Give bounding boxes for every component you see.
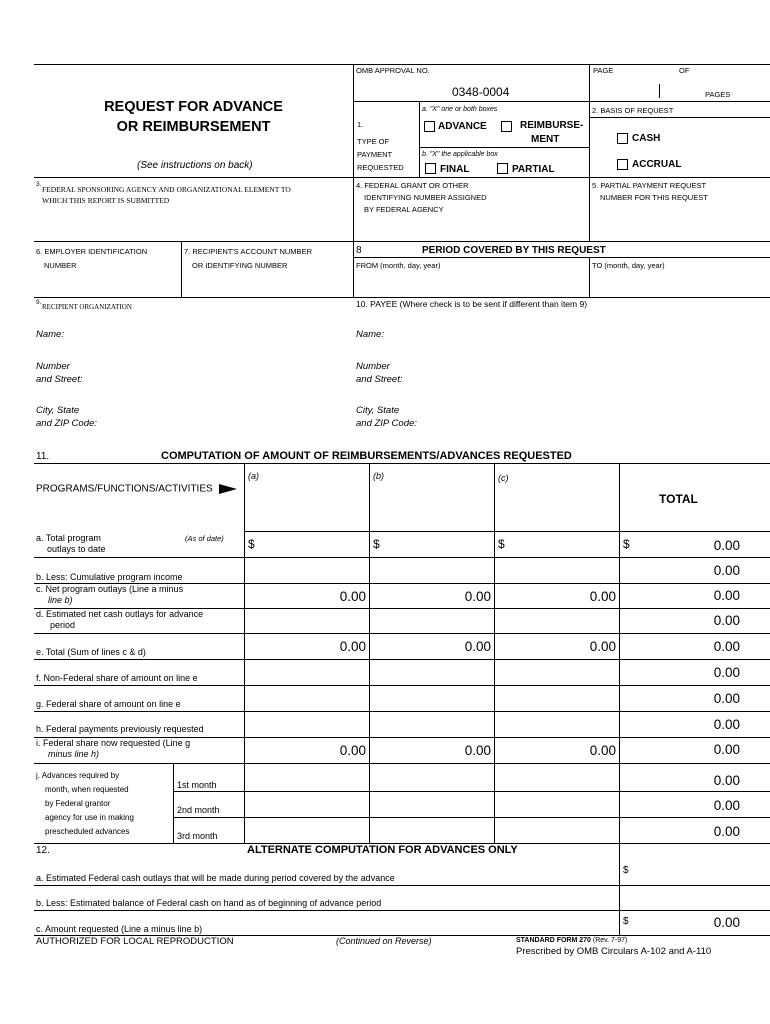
form-title-line2: OR REIMBURSEMENT	[116, 119, 271, 135]
standard-form-label	[516, 937, 627, 944]
section12-title: ALTERNATE COMPUTATION FOR ADVANCES ONLY	[247, 844, 518, 856]
local-reproduction-note: AUTHORIZED FOR LOCAL REPRODUCTION	[36, 936, 234, 947]
total-row-h[interactable]: 0.00	[713, 717, 740, 732]
dollar-sign-total: $	[623, 537, 630, 551]
month3-label: 3rd month	[177, 831, 218, 841]
item7-label-line2: OR IDENTIFYING NUMBER	[192, 261, 288, 270]
row-g-label: g. Federal share of amount on line e	[36, 699, 181, 709]
section12-dollar-c: $	[623, 916, 629, 927]
total-row-e[interactable]: 0.00	[713, 639, 740, 654]
row-i-label	[36, 738, 190, 761]
omb-number[interactable]: 0348-0004	[452, 85, 510, 99]
section12-dollar-a: $	[623, 865, 629, 876]
reimbursement-checkbox[interactable]	[501, 121, 512, 132]
total-row-g[interactable]: 0.00	[713, 691, 740, 706]
reimbursement-label-line2: MENT	[531, 134, 560, 145]
row-f-label: f. Non-Federal share of amount on line e	[36, 673, 198, 683]
total-month1[interactable]: 0.00	[713, 773, 740, 788]
section11-number: 11.	[36, 451, 50, 462]
final-checkbox[interactable]	[425, 163, 436, 174]
row-i-label-line2: minus line h)	[48, 749, 100, 760]
recipient-organization-label: RECIPIENT ORGANIZATION	[42, 303, 132, 311]
item4-label-line1: 4. FEDERAL GRANT OR OTHER	[356, 181, 469, 190]
form-title-line1: REQUEST FOR ADVANCE	[104, 99, 283, 115]
recipient-city-label-1: City, State	[36, 405, 80, 416]
payee-street-label-1: Number	[356, 361, 390, 372]
final-label: FINAL	[440, 164, 470, 175]
row-j-label	[36, 769, 134, 839]
payee-city-label-2: and ZIP Code:	[356, 418, 417, 429]
advance-label: ADVANCE	[438, 121, 487, 132]
item1-hint-a: a. "X" one or both boxes	[422, 106, 498, 113]
programs-label	[36, 484, 237, 495]
arrow-right-icon	[219, 484, 237, 494]
item1-label-line2: PAYMENT	[357, 150, 393, 159]
reimbursement-label-line1: REIMBURSE-	[520, 120, 584, 131]
omb-approval-label: OMB APPROVAL NO.	[356, 66, 430, 75]
item4-label-line2: IDENTIFYING NUMBER ASSIGNED	[364, 193, 487, 202]
item3-label-line2: WHICH THIS REPORT IS SUBMITTED	[42, 196, 170, 205]
total-row-c[interactable]: 0.00	[713, 588, 740, 603]
row-a-label-line1: a. Total program	[36, 533, 101, 543]
dollar-sign-b: $	[373, 537, 380, 551]
prescribed-by-note: Prescribed by OMB Circulars A-102 and A-110	[516, 946, 712, 957]
section12-row-b-label: b. Less: Estimated balance of Federal cash on hand as of beginning of advance period	[36, 898, 382, 908]
standard-form-number: STANDARD FORM 270	[516, 937, 591, 944]
period-from-text: FROM (month, day, year)	[356, 261, 441, 270]
row-j-label-line1: j. Advances required by	[36, 771, 120, 780]
advance-checkbox[interactable]	[424, 121, 435, 132]
total-month3[interactable]: 0.00	[713, 824, 740, 839]
row-a-label	[36, 533, 106, 556]
programs-label-text: PROGRAMS/FUNCTIONS/ACTIVITIES	[36, 483, 213, 495]
item7-label-line1: 7. RECIPIENT'S ACCOUNT NUMBER	[184, 247, 312, 256]
total-row-i[interactable]: 0.00	[713, 742, 740, 757]
page-label: PAGE	[593, 66, 614, 75]
item6-label-line1: 6. EMPLOYER IDENTIFICATION	[36, 247, 148, 256]
row-d-label	[36, 609, 203, 632]
pages-label: PAGES	[705, 90, 731, 99]
continued-on-reverse: (Continued on Reverse)	[336, 936, 432, 946]
row-j-label-line2: month, when requested	[45, 785, 129, 794]
total-row-d[interactable]: 0.00	[713, 613, 740, 628]
row-j-label-line3: by Federal grantor	[45, 799, 111, 808]
cash-label: CASH	[632, 133, 661, 144]
section11-title: COMPUTATION OF AMOUNT OF REIMBURSEMENTS/ADVANCES REQUESTED	[161, 450, 572, 462]
item9-number: 9.	[36, 299, 42, 306]
column-c-row-e[interactable]: 0.00	[589, 639, 616, 654]
payee-label	[356, 300, 587, 309]
row-d-label-line1: d. Estimated net cash outlays for advance	[36, 609, 204, 619]
accrual-label: ACCRUAL	[632, 159, 682, 170]
column-a-row-c[interactable]: 0.00	[339, 589, 366, 604]
total-row-a[interactable]: 0.00	[713, 538, 740, 553]
column-b-row-e[interactable]: 0.00	[464, 639, 491, 654]
item6-label-line2: NUMBER	[44, 261, 77, 270]
column-b-row-i[interactable]: 0.00	[464, 743, 491, 758]
item8-number: 8	[356, 245, 362, 256]
item1-label-line1: TYPE OF	[357, 137, 390, 146]
section12-row-a-label: a. Estimated Federal cash outlays that will be made during period covered by the advance	[36, 873, 395, 883]
partial-label: PARTIAL	[512, 164, 555, 175]
row-j-label-line4: agency for use in making	[45, 813, 134, 822]
dollar-sign-a: $	[248, 537, 255, 551]
row-e-label: e. Total (Sum of lines c & d)	[36, 647, 146, 657]
item5-label-line1: 5. PARTIAL PAYMENT REQUEST	[592, 181, 707, 190]
item3-number: 3.	[36, 181, 42, 188]
payee-street-label-2: and Street:	[356, 374, 403, 385]
section12-row-c-label: c. Amount requested (Line a minus line b)	[36, 924, 203, 934]
section12-amount-requested[interactable]: 0.00	[713, 915, 740, 930]
column-b-header: (b)	[373, 471, 384, 481]
item4-label-line3: BY FEDERAL AGENCY	[364, 205, 444, 214]
recipient-city-label-2: and ZIP Code:	[36, 418, 97, 429]
of-label: OF	[679, 66, 690, 75]
row-j-label-line5: prescheduled advances	[45, 827, 130, 836]
column-c-row-c[interactable]: 0.00	[589, 589, 616, 604]
recipient-street-label-2: and Street:	[36, 374, 83, 385]
row-b-label: b. Less: Cumulative program income	[36, 572, 183, 582]
section12-number: 12.	[36, 845, 50, 856]
total-month2[interactable]: 0.00	[713, 798, 740, 813]
item8-title: PERIOD COVERED BY THIS REQUEST	[422, 245, 606, 256]
dollar-sign-c: $	[498, 537, 505, 551]
accrual-checkbox[interactable]	[617, 159, 628, 170]
cash-checkbox[interactable]	[617, 133, 628, 144]
period-to-text: TO (month, day, year)	[592, 261, 665, 270]
basis-of-request-label: 2. BASIS OF REQUEST	[592, 106, 674, 115]
payee-name-label: Name:	[356, 329, 384, 340]
total-row-f[interactable]: 0.00	[713, 665, 740, 680]
month1-label: 1st month	[177, 780, 217, 790]
column-c-header: (c)	[498, 473, 509, 483]
item1-label-line3: REQUESTED	[357, 163, 404, 172]
row-c-label	[36, 584, 183, 607]
item5-label-line2: NUMBER FOR THIS REQUEST	[600, 193, 708, 202]
item3-label-line1: FEDERAL SPONSORING AGENCY AND ORGANIZATIONAL ELEMENT TO	[42, 185, 291, 194]
row-h-label: h. Federal payments previously requested	[36, 724, 204, 734]
instructions-note: (See instructions on back)	[137, 160, 253, 171]
partial-checkbox[interactable]	[497, 163, 508, 174]
row-i-label-line1: i. Federal share now requested (Line g	[36, 738, 191, 748]
row-a-label-line2: outlays to date	[47, 544, 106, 555]
item1-hint-b: b. "X" the applicable box	[422, 151, 498, 158]
recipient-name-label: Name:	[36, 329, 64, 340]
column-a-header: (a)	[248, 471, 259, 481]
as-of-date-label: (As of date)	[185, 534, 224, 543]
payee-city-label-1: City, State	[356, 405, 400, 416]
column-c-row-i[interactable]: 0.00	[589, 743, 616, 758]
payee-label-text: 10. PAYEE (Where check is to be sent if different than item 9)	[356, 299, 588, 309]
column-a-row-i[interactable]: 0.00	[339, 743, 366, 758]
row-c-label-line1: c. Net program outlays (Line a minus	[36, 584, 184, 594]
item1-number: 1.	[357, 120, 364, 129]
row-d-label-line2: period	[50, 620, 76, 631]
total-row-b[interactable]: 0.00	[713, 563, 740, 578]
column-b-row-c[interactable]: 0.00	[464, 589, 491, 604]
column-a-row-e[interactable]: 0.00	[339, 639, 366, 654]
recipient-street-label-1: Number	[36, 361, 70, 372]
period-from-label	[356, 262, 440, 270]
standard-form-rev: (Rev. 7-97)	[592, 937, 628, 944]
form-title	[34, 97, 353, 137]
period-to-label	[592, 262, 665, 270]
column-total-header: TOTAL	[659, 492, 698, 506]
month2-label: 2nd month	[177, 805, 220, 815]
row-c-label-line2: line b)	[48, 595, 73, 606]
